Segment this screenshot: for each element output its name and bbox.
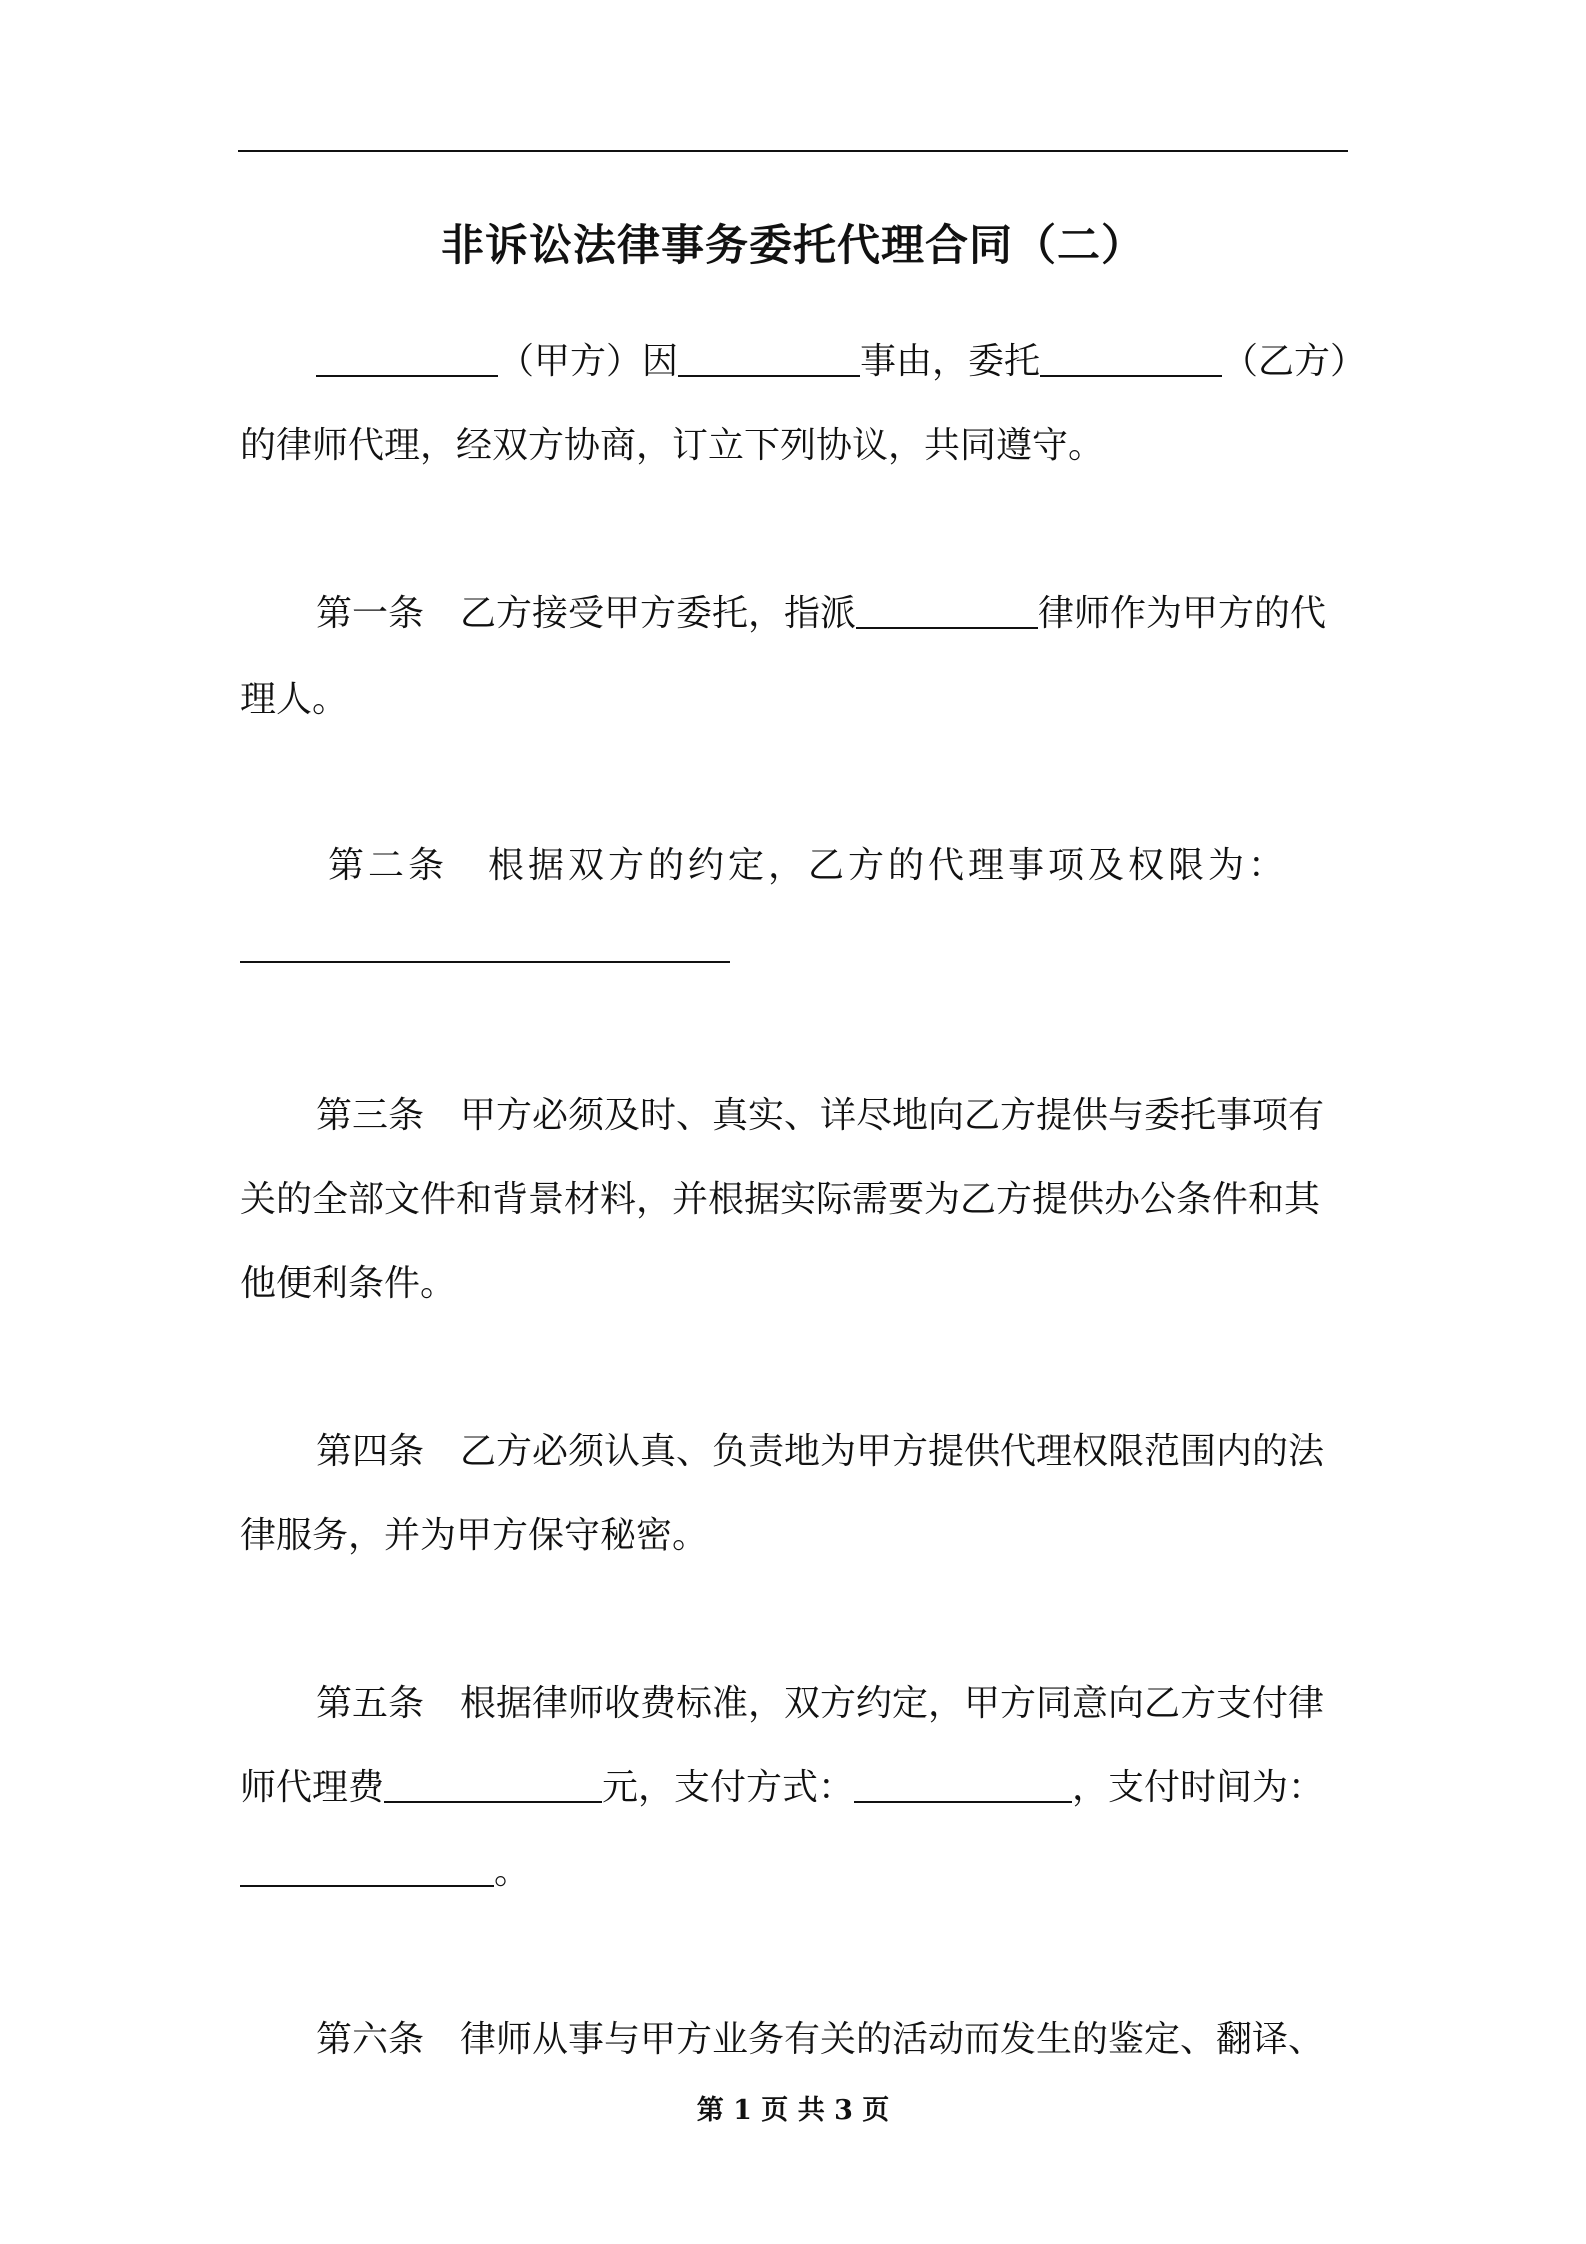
article-5-line-3: 。 xyxy=(240,1848,530,1896)
article-3-line-2: 关的全部文件和背景材料，并根据实际需要为乙方提供办公条件和其 xyxy=(240,1179,1321,1220)
contract-title: 非诉讼法律事务委托代理合同（二） xyxy=(441,221,1145,271)
article-5-line-1: 第五条 根据律师收费标准，双方约定，甲方同意向乙方支付律 xyxy=(316,1683,1325,1724)
article-3-line-3: 他便利条件。 xyxy=(240,1263,457,1304)
party-b-blank xyxy=(1040,341,1222,377)
article-4-line-1: 第四条 乙方必须认真、负责地为甲方提供代理权限范围内的法 xyxy=(316,1431,1325,1472)
article-2-line-1: 第二条 根据双方的约定，乙方的代理事项及权限为： xyxy=(328,845,1289,886)
intro-line-1: （甲方）因 事由，委托 （乙方） xyxy=(316,338,1366,386)
article-6-line-1: 第六条 律师从事与甲方业务有关的活动而发生的鉴定、翻译、 xyxy=(316,2019,1325,2060)
payment-time-blank xyxy=(240,1851,494,1887)
lawyer-name-blank xyxy=(856,593,1038,629)
article-1-line-2: 理人。 xyxy=(240,679,349,720)
matter-blank xyxy=(678,341,860,377)
intro-line-2: 的律师代理，经双方协商，订立下列协议，共同遵守。 xyxy=(240,425,1105,466)
article-4-line-2: 律服务，并为甲方保守秘密。 xyxy=(240,1515,709,1556)
page-number-footer: 第 1 页 共 3 页 xyxy=(696,2095,890,2126)
header-rule xyxy=(238,150,1348,152)
payment-method-blank xyxy=(854,1767,1072,1803)
article-3-line-1: 第三条 甲方必须及时、真实、详尽地向乙方提供与委托事项有 xyxy=(316,1095,1325,1136)
article-5-line-2: 师代理费 元，支付方式： ，支付时间为： xyxy=(240,1767,1325,1808)
article-1-line-1: 第一条 乙方接受甲方委托，指派 律师作为甲方的代 xyxy=(316,593,1327,634)
fee-amount-blank xyxy=(384,1767,602,1803)
authority-blank xyxy=(240,927,730,963)
article-2-line-2 xyxy=(240,924,730,972)
party-a-blank xyxy=(316,341,498,377)
